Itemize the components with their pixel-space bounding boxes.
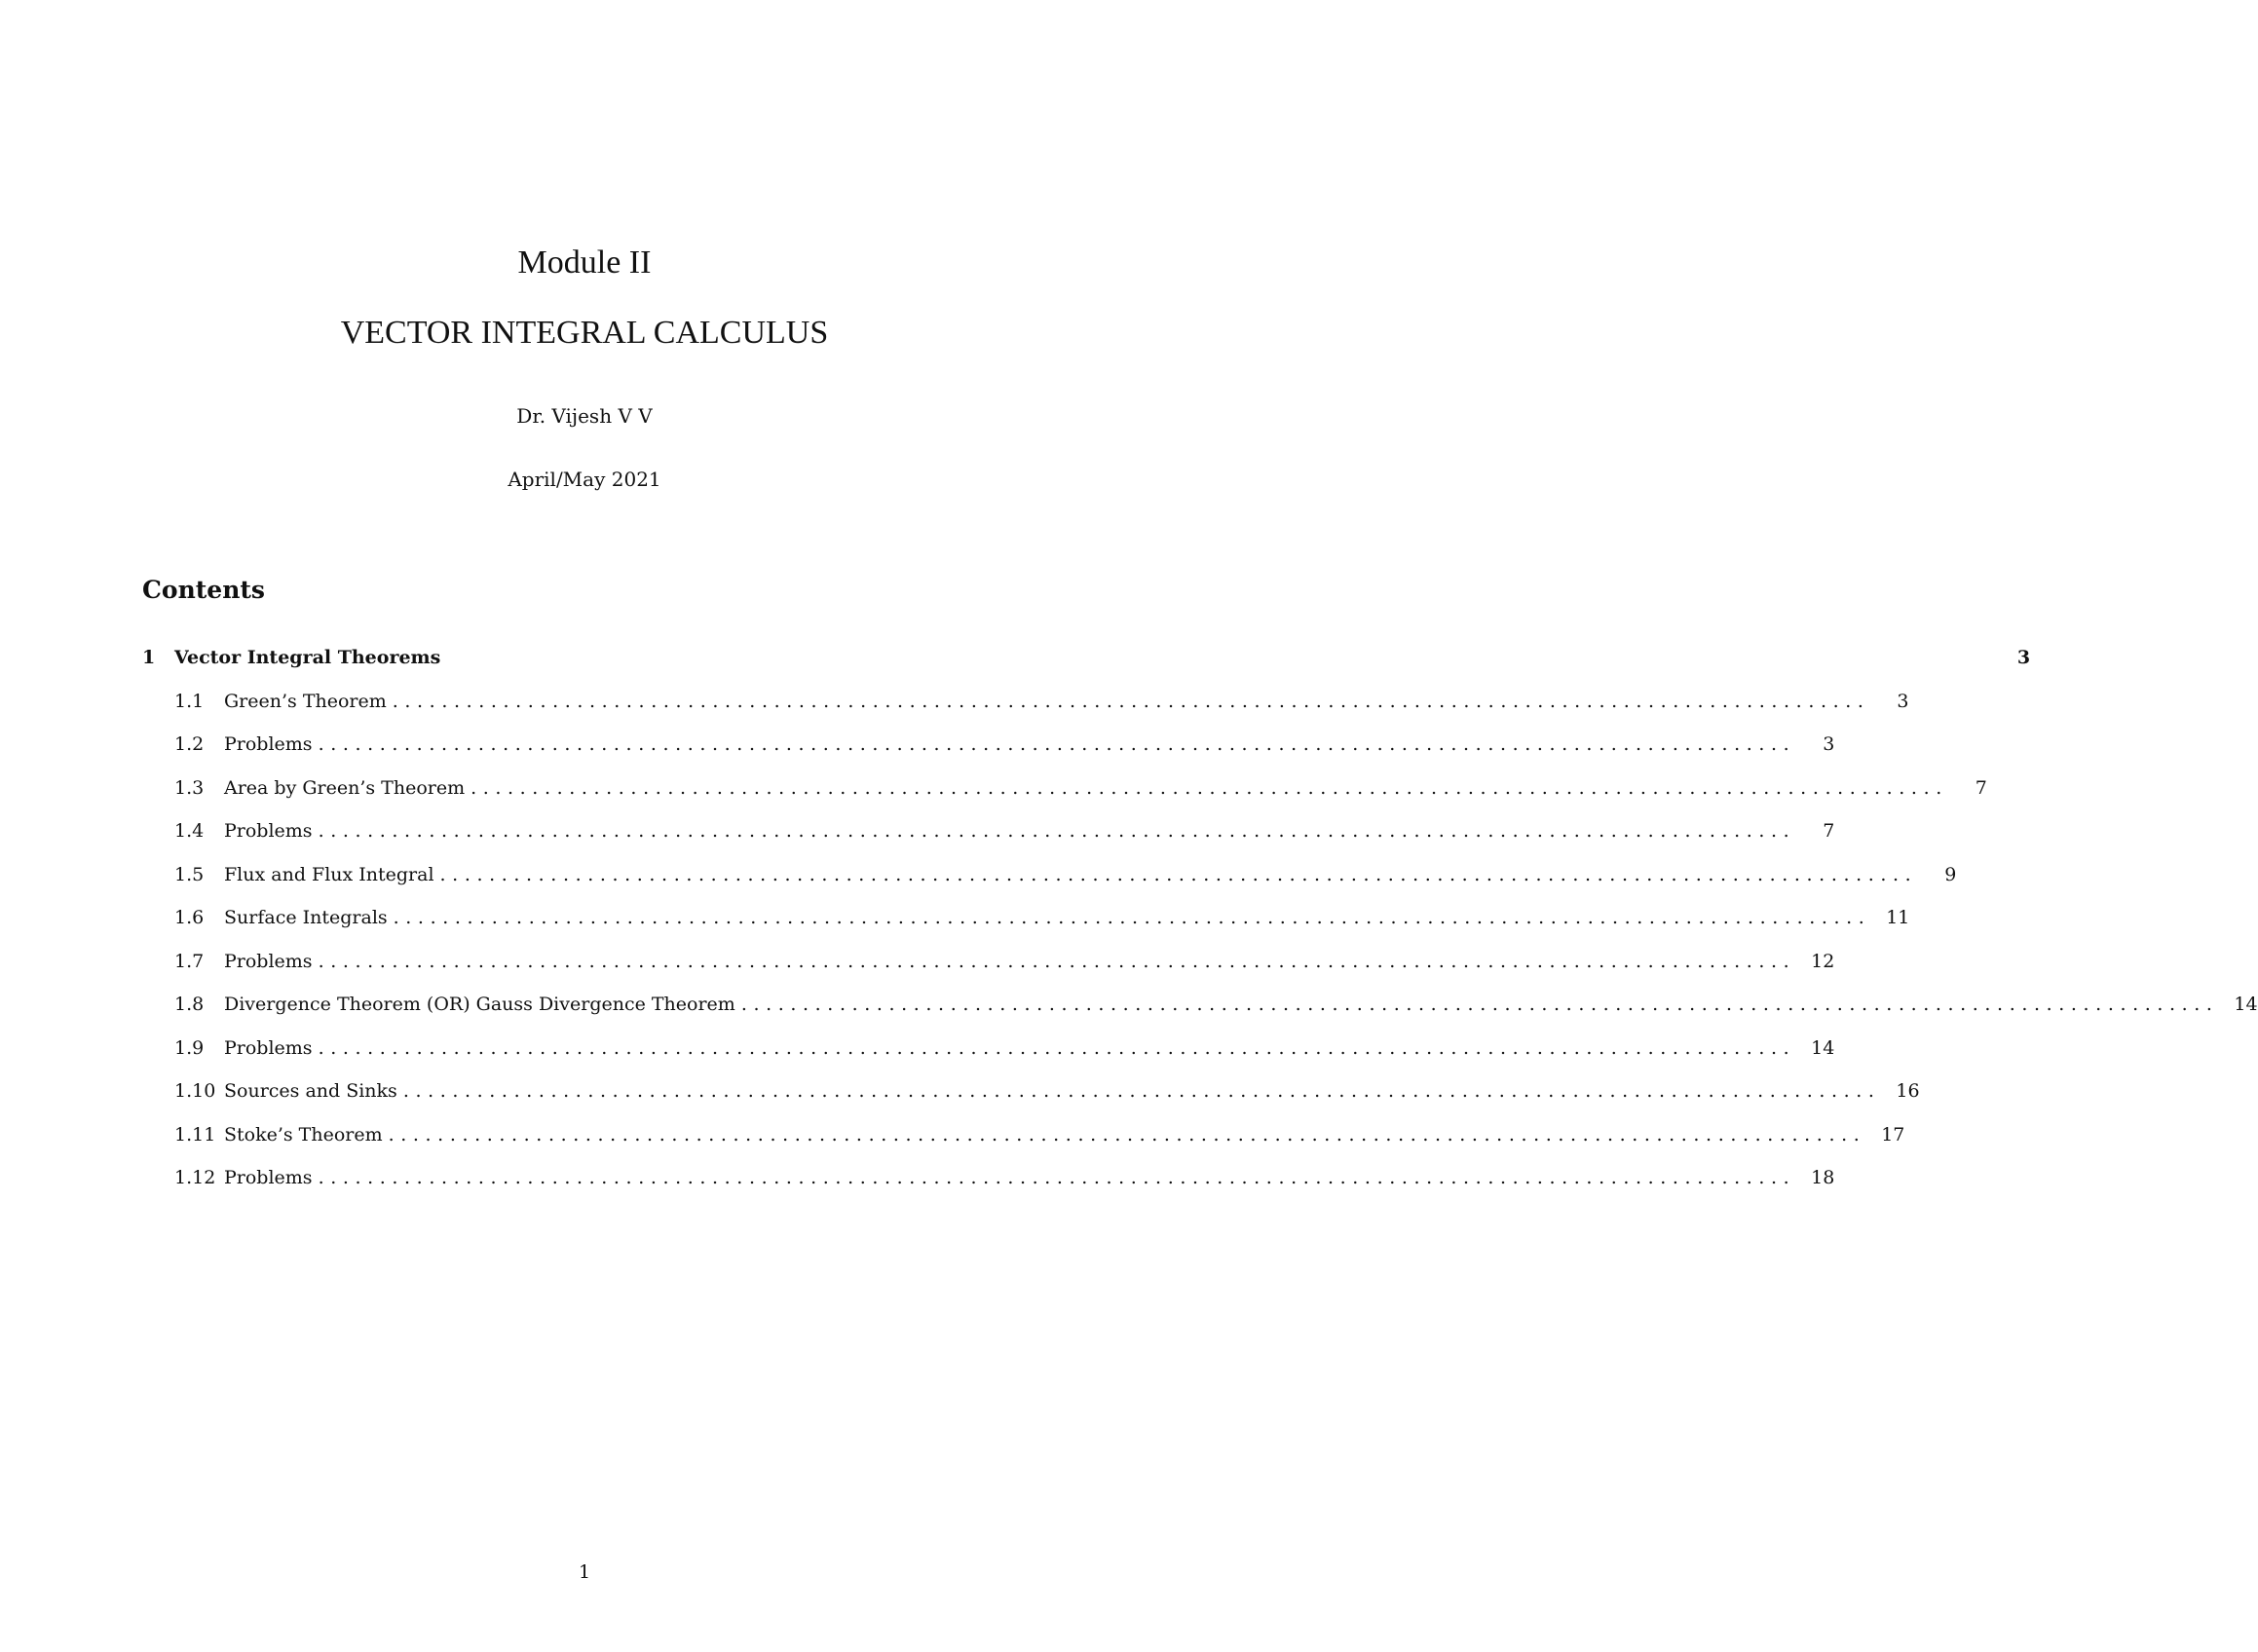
contents-heading: Contents (142, 576, 266, 604)
toc-entry[interactable] (142, 1079, 1920, 1123)
toc-dot-leader: ........................................................................................................................ (740, 994, 2219, 1015)
toc-entry-page: 7 (1823, 820, 1835, 842)
toc-entry[interactable] (142, 1166, 1835, 1210)
toc-entry-page: 9 (1944, 863, 1957, 885)
toc-dot-leader: ........................................................................................................................ (439, 863, 1918, 885)
toc-entry-title: Problems (224, 950, 313, 972)
module-title: Module II (517, 244, 652, 281)
toc-entry-title: Divergence Theorem (OR) Gauss Divergence Theorem (224, 994, 735, 1015)
toc-dot-leader: ........................................................................................................................ (393, 907, 1871, 928)
toc-entry-number: 1.12 (174, 1167, 216, 1188)
toc-chapter-title: Vector Integral Theorems (174, 647, 441, 668)
page-number: 1 (578, 1561, 591, 1583)
toc-entry[interactable] (142, 732, 1835, 776)
toc-entry-title: Problems (224, 1036, 313, 1059)
toc-entry-number: 1.6 (174, 907, 205, 928)
toc-entry[interactable] (142, 863, 1957, 907)
toc-entry[interactable] (142, 776, 1987, 820)
toc-chapter-entry[interactable] (142, 646, 2031, 690)
toc-dot-leader: ........................................................................................................................ (318, 733, 1796, 755)
toc-entry-page: 11 (1886, 907, 1910, 928)
toc-entry-page: 14 (2234, 994, 2258, 1015)
toc-dot-leader: ........................................................................................................................ (402, 1080, 1881, 1102)
toc-entry-title: Sources and Sinks (224, 1080, 397, 1102)
toc-entry-number: 1.4 (174, 820, 205, 842)
toc-entry-title: Problems (224, 820, 313, 842)
toc-dot-leader: ........................................................................................................................ (392, 690, 1870, 712)
toc-entry[interactable] (142, 690, 1909, 733)
toc-chapter-number: 1 (142, 647, 156, 668)
document-title: VECTOR INTEGRAL CALCULUS (340, 315, 829, 351)
toc-entry[interactable] (142, 906, 1910, 950)
toc-entry-title: Problems (224, 733, 313, 755)
toc-dot-leader: ........................................................................................................................ (470, 776, 1948, 799)
toc-entry[interactable] (142, 950, 1835, 994)
toc-entry-title: Area by Green’s Theorem (224, 776, 466, 799)
toc-entry-page: 7 (1975, 776, 1987, 799)
toc-entry[interactable] (142, 1123, 1905, 1167)
toc-entry-title: Green’s Theorem (224, 690, 387, 712)
toc-entry-page: 14 (1811, 1036, 1835, 1059)
author: Dr. Vijesh V V (516, 404, 653, 428)
toc-dot-leader: ........................................................................................................................ (388, 1123, 1866, 1145)
toc-dot-leader: ........................................................................................................................ (318, 1167, 1796, 1188)
toc-entry-number: 1.3 (174, 776, 205, 799)
toc-entry-page: 16 (1896, 1080, 1920, 1102)
date: April/May 2021 (508, 468, 661, 491)
toc-entry-number: 1.8 (174, 994, 205, 1015)
toc-entry-number: 1.11 (174, 1123, 216, 1145)
toc-entry-title: Flux and Flux Integral (224, 863, 434, 885)
toc-dot-leader: ........................................................................................................................ (318, 820, 1796, 842)
toc-entry-number: 1.5 (174, 863, 205, 885)
toc-entry[interactable] (142, 1036, 1835, 1080)
toc-entry-page: 17 (1881, 1123, 1905, 1145)
toc-entry-page: 3 (1897, 690, 1909, 712)
toc-entry-page: 18 (1811, 1167, 1835, 1188)
toc-entry-number: 1.2 (174, 733, 205, 755)
toc-entry-page: 3 (1823, 733, 1835, 755)
toc-entry-title: Problems (224, 1167, 313, 1188)
table-of-contents (142, 646, 2258, 1210)
toc-entry-title: Surface Integrals (224, 907, 388, 928)
toc-entry-number: 1.10 (174, 1080, 216, 1102)
toc-entry-title: Stoke’s Theorem (224, 1123, 383, 1145)
toc-entry-number: 1.9 (174, 1036, 205, 1059)
toc-entry-number: 1.1 (174, 690, 205, 712)
toc-entry-number: 1.7 (174, 950, 205, 972)
toc-entry[interactable] (142, 993, 2258, 1036)
toc-entry[interactable] (142, 819, 1835, 863)
toc-dot-leader: ........................................................................................................................ (318, 1036, 1796, 1059)
toc-entry-page: 12 (1811, 950, 1835, 972)
toc-chapter-page: 3 (2016, 647, 2031, 668)
toc-dot-leader: ........................................................................................................................ (318, 950, 1796, 972)
